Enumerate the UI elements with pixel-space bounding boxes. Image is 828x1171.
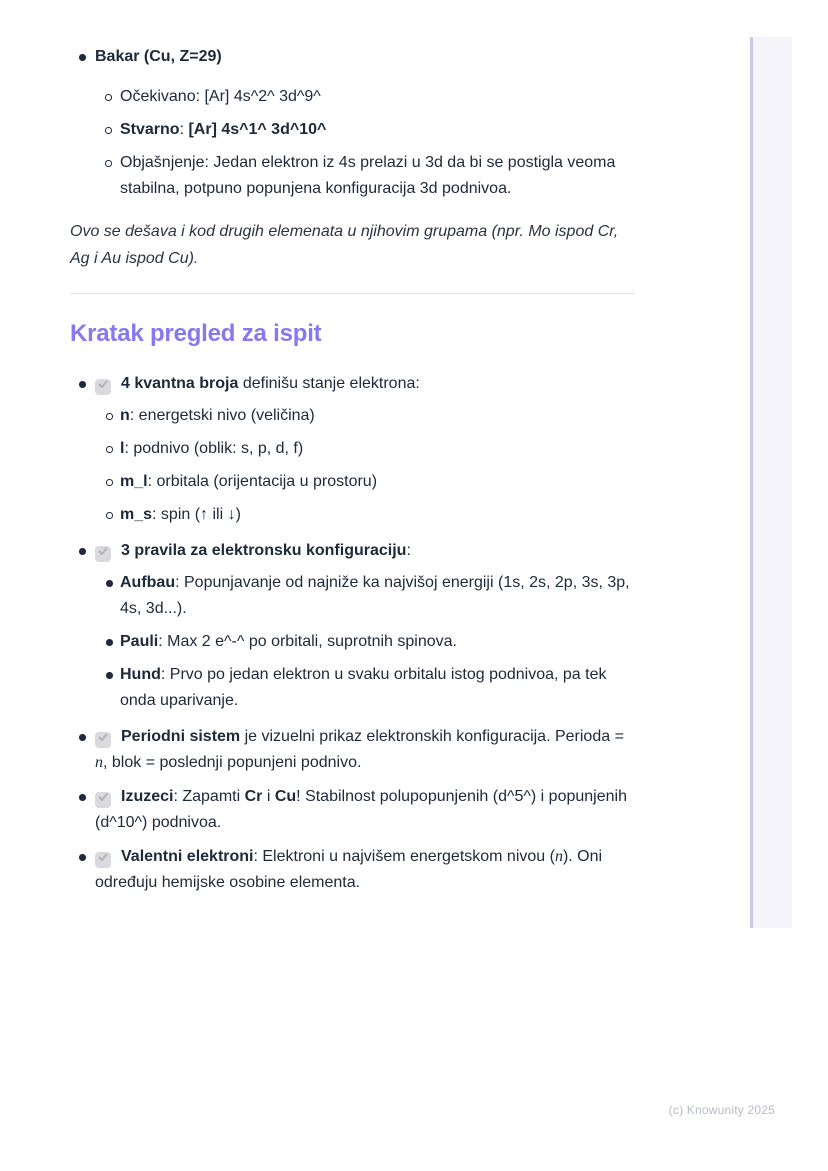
checkbox-checked-icon xyxy=(95,732,111,748)
sub-list xyxy=(95,570,635,714)
circle-bullet-icon xyxy=(106,413,113,420)
bullet-icon xyxy=(106,639,113,646)
document-content xyxy=(70,0,635,896)
text-run: i xyxy=(262,788,275,805)
text-bold: n xyxy=(120,407,130,424)
text-run: : xyxy=(406,542,411,559)
circle-bullet-icon xyxy=(105,127,112,134)
review-list xyxy=(70,371,635,896)
text-bold: [Ar] 4s^1^ 3d^10^ xyxy=(188,121,327,138)
bullet-icon xyxy=(79,734,86,741)
list-item-expected xyxy=(70,84,635,110)
bullet-icon xyxy=(79,548,86,555)
list-item-n xyxy=(95,403,635,429)
text-run: Objašnjenje: Jedan elektron iz 4s prelazi u 3d da bi se postigla veoma stabilna, potpuno popunjena konfiguracija 3d podnivoa. xyxy=(120,154,616,197)
section-heading: Kratak pregled za ispit xyxy=(70,320,322,347)
text-bold: 4 kvantna broja xyxy=(121,375,239,392)
bullet-icon xyxy=(106,580,113,587)
sub-list xyxy=(95,403,635,528)
bullet-icon xyxy=(79,854,86,861)
text-bold: Hund xyxy=(120,666,161,683)
bullet-icon xyxy=(79,54,86,61)
text-run: : Prvo po jedan elektron u svaku orbitalu istog podnivoa, pa tek onda uparivanje. xyxy=(120,666,607,709)
text-bold: Aufbau xyxy=(120,574,176,591)
text-run: Očekivano: [Ar] 4s^2^ 3d^9^ xyxy=(120,88,321,105)
copyright-footer: (c) Knowunity 2025 xyxy=(668,1103,775,1117)
text-run: ! Stabilnost polupopunjenih (d^5^) i popunjenih (d^10^) podnivoa. xyxy=(95,788,627,831)
list-item-hund xyxy=(95,662,635,714)
divider xyxy=(70,293,635,294)
text-run: : Max 2 e^-^ po orbitali, suprotnih spinova. xyxy=(158,633,457,650)
text-bold: 3 pravila za elektronsku konfiguraciju xyxy=(121,542,407,559)
list-item-ms xyxy=(95,502,635,528)
text-run: : orbitala (orijentacija u prostoru) xyxy=(147,473,378,490)
list-item-l xyxy=(95,436,635,462)
text-bold: Izuzeci xyxy=(121,788,174,805)
circle-bullet-icon xyxy=(105,160,112,167)
checkbox-checked-icon xyxy=(95,852,111,868)
text-bold: Cu xyxy=(274,788,297,805)
checkbox-checked-icon xyxy=(95,792,111,808)
text-run: : xyxy=(179,121,189,138)
todo-item-periodic xyxy=(70,724,635,776)
text-bold: Cr xyxy=(244,788,263,805)
sub-list xyxy=(70,84,635,202)
list-item-explanation xyxy=(70,150,635,202)
text-run: : Elektroni u najvišem energetskom nivou ( xyxy=(253,848,555,865)
bullet-icon xyxy=(79,794,86,801)
bullet-icon xyxy=(79,381,86,388)
note-paragraph: Ovo se dešava i kod drugih elemenata u njihovim grupama (npr. Mo ispod Cr, Ag i Au ispod Cu). xyxy=(70,223,619,267)
todo-item-rules xyxy=(70,538,635,714)
list-item-ml xyxy=(95,469,635,495)
text-run: : energetski nivo (veličina) xyxy=(129,407,315,424)
list-item-bakar xyxy=(70,44,635,70)
math-var: n xyxy=(95,754,103,771)
text-bold: Periodni sistem xyxy=(121,728,241,745)
circle-bullet-icon xyxy=(106,446,113,453)
text-run: je vizuelni prikaz elektronskih konfiguracija. Perioda = xyxy=(240,728,624,745)
text-bold: Stvarno xyxy=(120,121,180,138)
checkbox-checked-icon xyxy=(95,546,111,562)
list-item-actual xyxy=(70,117,635,143)
list-item-title: Bakar (Cu, Z=29) xyxy=(95,48,222,65)
list-item-aufbau xyxy=(95,570,635,622)
text-run: definišu stanje elektrona: xyxy=(238,375,420,392)
text-bold: l xyxy=(120,440,125,457)
text-run: : podnivo (oblik: s, p, d, f) xyxy=(124,440,304,457)
text-bold: Valentni elektroni xyxy=(121,848,254,865)
circle-bullet-icon xyxy=(106,512,113,519)
text-run: : Popunjavanje od najniže ka najvišoj energiji (1s, 2s, 2p, 3s, 3p, 4s, 3d...). xyxy=(120,574,630,617)
text-run: ). Oni određuju hemijske osobine elementa. xyxy=(95,848,603,891)
todo-item-exceptions xyxy=(70,784,635,836)
text-bold: m_s xyxy=(120,506,153,523)
bullet-icon xyxy=(106,672,113,679)
todo-item-valence xyxy=(70,844,635,896)
text-run: , blok = poslednji popunjeni podnivo. xyxy=(103,754,362,771)
todo-item-quantum xyxy=(70,371,635,528)
checkbox-checked-icon xyxy=(95,379,111,395)
text-bold: m_l xyxy=(120,473,148,490)
math-var: n xyxy=(554,848,563,865)
text-run: : spin (↑ ili ↓) xyxy=(152,506,241,523)
list-item-pauli xyxy=(95,629,635,655)
circle-bullet-icon xyxy=(105,94,112,101)
page-edge-bar xyxy=(750,37,792,928)
text-bold: Pauli xyxy=(120,633,159,650)
text-run: : Zapamti xyxy=(173,788,245,805)
circle-bullet-icon xyxy=(106,479,113,486)
